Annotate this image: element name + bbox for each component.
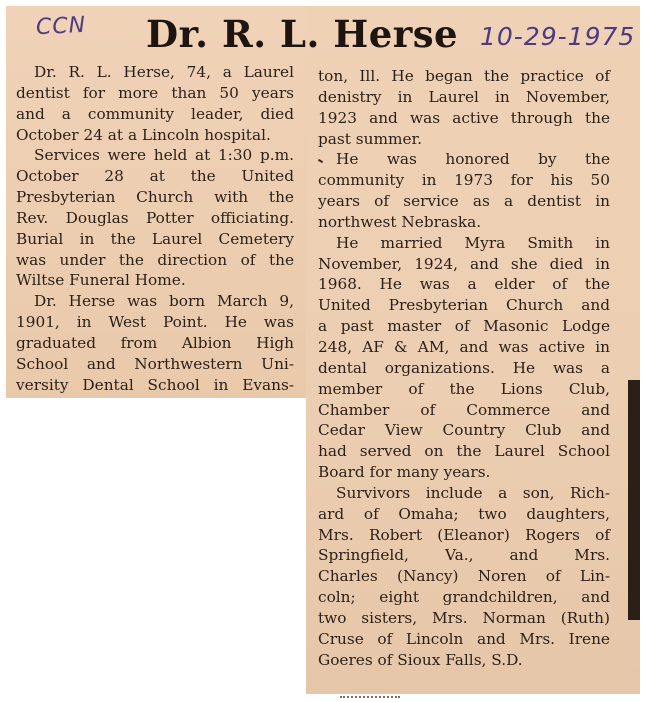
article-line: dentist for more than 50 years — [16, 83, 294, 102]
article-line: versity Dental School in Evans- — [16, 375, 294, 394]
article-line: 1968. He was a elder of the — [318, 275, 610, 294]
article-line: Wiltse Funeral Home. — [16, 271, 186, 290]
handwritten-source-note: CCN — [35, 12, 87, 41]
article-line: Burial in the Laurel Cemetery — [16, 229, 294, 248]
article-line: dental organizations. He was a — [318, 358, 610, 377]
article-line: Charles (Nancy) Noren of Lin- — [318, 567, 610, 586]
article-line: Cruse of Lincoln and Mrs. Irene — [318, 629, 610, 648]
obituary-headline: Dr. R. L. Herse — [146, 12, 459, 56]
article-column-right — [318, 66, 610, 670]
article-line: was under the direction of the — [16, 250, 294, 269]
article-column-left — [16, 62, 294, 396]
article-line: denistry in Laurel in November, — [318, 87, 610, 106]
article-line: member of the Lions Club, — [318, 379, 610, 398]
article-line: Dr. R. L. Herse, 74, a Laurel — [34, 63, 294, 81]
article-line: northwest Nebraska. — [318, 212, 482, 231]
article-line: a past master of Masonic Lodge — [318, 317, 610, 336]
scan-edge-shadow — [628, 380, 640, 620]
article-line: past summer. — [318, 129, 423, 148]
article-line: Goeres of Sioux Falls, S.D. — [318, 650, 523, 669]
article-line: community in 1973 for his 50 — [318, 171, 610, 190]
article-line: coln; eight grandchildren, and — [318, 588, 610, 607]
torn-edge-mark — [340, 696, 400, 702]
article-line: Mrs. Robert (Eleanor) Rogers of — [318, 525, 610, 544]
article-line: Rev. Douglas Potter officiating. — [16, 208, 294, 227]
article-line: had served on the Laurel School — [318, 442, 610, 461]
article-line: Survivors include a son, Rich- — [336, 483, 610, 502]
article-line: He was honored by the — [336, 150, 610, 169]
article-line: United Presbyterian Church and — [318, 296, 610, 315]
article-line: Dr. Herse was born March 9, — [34, 292, 294, 311]
article-line: years of service as a dentist in — [318, 192, 610, 211]
article-line: Cedar View Country Club and — [318, 421, 610, 440]
article-line: Chamber of Commerce and — [318, 400, 610, 419]
article-line: ton, Ill. He began the practice of — [318, 67, 610, 85]
article-line: October 24 at a Lincoln hospital. — [16, 125, 271, 144]
article-line: Presbyterian Church with the — [16, 188, 294, 207]
article-line: 1901, in West Point. He was — [16, 313, 294, 332]
article-line: ard of Omaha; two daughters, — [318, 504, 610, 523]
article-line: Services were held at 1:30 p.m. — [34, 146, 294, 165]
article-line: Springfield, Va., and Mrs. — [318, 546, 610, 565]
article-line: School and Northwestern Uni- — [16, 354, 294, 373]
article-line: Board for many years. — [318, 463, 491, 482]
article-line: October 28 at the United — [16, 167, 294, 186]
article-line: He married Myra Smith in — [336, 233, 610, 252]
article-line: and a community leader, died — [16, 104, 294, 123]
article-line: 248, AF & AM, and was active in — [318, 337, 610, 356]
handwritten-date-note: 10-29-1975 — [480, 22, 636, 51]
article-line: 1923 and was active through the — [318, 108, 610, 127]
article-line: November, 1924, and she died in — [318, 254, 610, 273]
article-line: two sisters, Mrs. Norman (Ruth) — [318, 608, 610, 627]
article-line: graduated from Albion High — [16, 333, 294, 352]
